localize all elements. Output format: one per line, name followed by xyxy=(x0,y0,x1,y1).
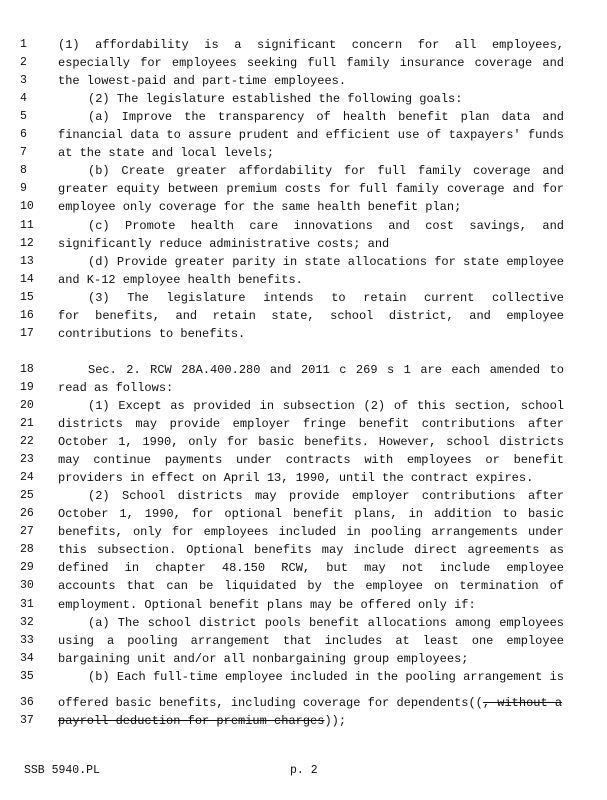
line-9 xyxy=(0,180,607,198)
line-5 xyxy=(0,108,607,126)
line-text: (b) Each full-time employee included in the pooling arrangement is xyxy=(88,669,564,684)
line-text: (1) affordability is a significant concern for all employees, xyxy=(58,38,564,52)
line-text: (2) The legislature established the following goals: xyxy=(88,92,463,107)
line-33 xyxy=(0,632,607,650)
line-number: 12 xyxy=(20,236,34,250)
line-text: financial data to assure prudent and efficient use of taxpayers' funds xyxy=(58,128,564,143)
line-text: accounts that can be liquidated by the employee on termination of xyxy=(58,579,564,594)
line-12 xyxy=(0,235,607,253)
line-text xyxy=(58,712,564,730)
line-2 xyxy=(0,54,607,72)
line-14 xyxy=(0,271,607,289)
line-text: this subsection. Optional benefits may include direct agreements as xyxy=(58,543,564,558)
line-number: 3 xyxy=(20,74,27,88)
line-text: providers in effect on April 13, 1990, until the contract expires. xyxy=(58,471,534,486)
line-number: 25 xyxy=(20,489,34,503)
line-text: bargaining unit and/or all nonbargaining group employees; xyxy=(58,651,469,666)
line-text-plain: offered basic benefits, including coverage for dependents(( xyxy=(58,696,483,710)
line-number: 13 xyxy=(20,254,34,268)
line-text: and K-12 employee health benefits. xyxy=(58,272,303,287)
line-number: 5 xyxy=(20,110,27,124)
line-text: especially for employees seeking full family insurance coverage and xyxy=(58,56,564,71)
line-36 xyxy=(0,694,607,712)
line-number: 7 xyxy=(20,146,27,160)
line-26 xyxy=(0,505,607,523)
line-19 xyxy=(0,379,607,397)
line-text: may continue payments under contracts with employees or benefit xyxy=(58,453,564,468)
line-24 xyxy=(0,469,607,487)
line-17 xyxy=(0,325,607,343)
line-number: 11 xyxy=(20,218,34,232)
line-number: 35 xyxy=(20,669,34,683)
line-number: 2 xyxy=(20,56,27,70)
line-text: read as follows: xyxy=(58,380,174,395)
line-number: 10 xyxy=(20,200,34,214)
line-number: 33 xyxy=(20,633,34,647)
line-11 xyxy=(0,217,607,235)
line-text: districts may provide employer fringe benefit contributions after xyxy=(58,417,564,431)
line-text: contributions to benefits. xyxy=(58,326,246,341)
line-text: (b) Create greater affordability for full family coverage and xyxy=(88,164,564,179)
deleted-text: , without a xyxy=(482,696,563,710)
line-20 xyxy=(0,397,607,415)
line-number: 29 xyxy=(20,561,34,575)
line-number: 24 xyxy=(20,471,34,485)
document-id: SSB 5940.PL xyxy=(24,764,100,777)
line-3 xyxy=(0,72,607,90)
line-number: 4 xyxy=(20,92,27,106)
line-22 xyxy=(0,433,607,451)
line-number: 18 xyxy=(20,362,34,376)
line-32 xyxy=(0,614,607,632)
line-text: (1) Except as provided in subsection (2) of this section, school xyxy=(88,398,564,413)
line-number: 23 xyxy=(20,453,34,467)
line-8 xyxy=(0,162,607,180)
line-text: (a) The school district pools benefit allocations among employees xyxy=(88,615,564,630)
line-37 xyxy=(0,712,607,730)
line-number: 27 xyxy=(20,525,34,539)
line-text: significantly reduce administrative costs; and xyxy=(58,236,390,251)
line-30 xyxy=(0,577,607,595)
line-number: 26 xyxy=(20,507,34,521)
deleted-text: payroll deduction for premium charges xyxy=(58,714,325,728)
line-number: 9 xyxy=(20,182,27,196)
line-number: 20 xyxy=(20,398,34,412)
line-text: October 1, 1990, only for basic benefits. However, school districts xyxy=(58,435,564,450)
line-23 xyxy=(0,451,607,469)
line-34 xyxy=(0,650,607,668)
line-text: (2) School districts may provide employer contributions after xyxy=(88,489,564,504)
line-text: using a pooling arrangement that includes at least one employee xyxy=(58,633,564,648)
line-15 xyxy=(0,289,607,307)
line-number: 1 xyxy=(20,38,27,51)
line-16 xyxy=(0,307,607,325)
page-footer xyxy=(0,762,607,780)
line-7 xyxy=(0,144,607,162)
line-text: (3) The legislature intends to retain current collective xyxy=(88,290,564,305)
line-29 xyxy=(0,559,607,577)
line-number: 15 xyxy=(20,290,34,304)
line-text: October 1, 1990, for optional benefit plans, in addition to basic xyxy=(58,507,564,522)
line-18 xyxy=(0,361,607,379)
line-number: 8 xyxy=(20,164,27,178)
line-number: 14 xyxy=(20,272,34,286)
line-text: employment. Optional benefit plans may be offered only if: xyxy=(58,597,476,612)
line-text-plain: )); xyxy=(324,714,347,728)
line-35 xyxy=(0,668,607,686)
line-27 xyxy=(0,523,607,541)
line-number: 31 xyxy=(20,597,34,611)
line-text: (c) Promote health care innovations and cost savings, and xyxy=(88,218,564,233)
line-text: (d) Provide greater parity in state allocations for state employee xyxy=(88,254,564,269)
line-4 xyxy=(0,90,607,108)
line-number: 21 xyxy=(20,417,34,430)
line-25 xyxy=(0,487,607,505)
line-31 xyxy=(0,596,607,614)
line-text: (a) Improve the transparency of health benefit plan data and xyxy=(88,110,564,125)
line-text: benefits, only for employees included in pooling arrangements under xyxy=(58,525,564,540)
line-text: the lowest-paid and part-time employees. xyxy=(58,74,347,89)
line-28 xyxy=(0,541,607,559)
line-number: 6 xyxy=(20,128,27,142)
line-number: 19 xyxy=(20,380,34,394)
line-number: 36 xyxy=(20,696,34,709)
line-text xyxy=(58,694,564,712)
line-number: 34 xyxy=(20,651,34,665)
line-text: at the state and local levels; xyxy=(58,146,275,161)
line-number: 37 xyxy=(20,714,34,727)
line-6 xyxy=(0,126,607,144)
line-number: 17 xyxy=(20,326,34,340)
line-number: 30 xyxy=(20,579,34,593)
line-1 xyxy=(0,36,607,54)
line-text: employee only coverage for the same health benefit plan; xyxy=(58,200,462,215)
line-number: 16 xyxy=(20,308,34,322)
line-text: greater equity between premium costs for full family coverage and for xyxy=(58,182,564,197)
page-number: p. 2 xyxy=(290,764,318,777)
line-number: 32 xyxy=(20,615,34,629)
line-10 xyxy=(0,198,607,216)
line-text: Sec. 2. RCW 28A.400.280 and 2011 c 269 s 1 are each amended to xyxy=(88,362,564,377)
line-number: 22 xyxy=(20,435,34,449)
line-21 xyxy=(0,415,607,433)
line-text: for benefits, and retain state, school district, and employee xyxy=(58,308,564,323)
line-text: defined in chapter 48.150 RCW, but may not include employee xyxy=(58,561,564,576)
line-number: 28 xyxy=(20,543,34,557)
line-13 xyxy=(0,253,607,271)
